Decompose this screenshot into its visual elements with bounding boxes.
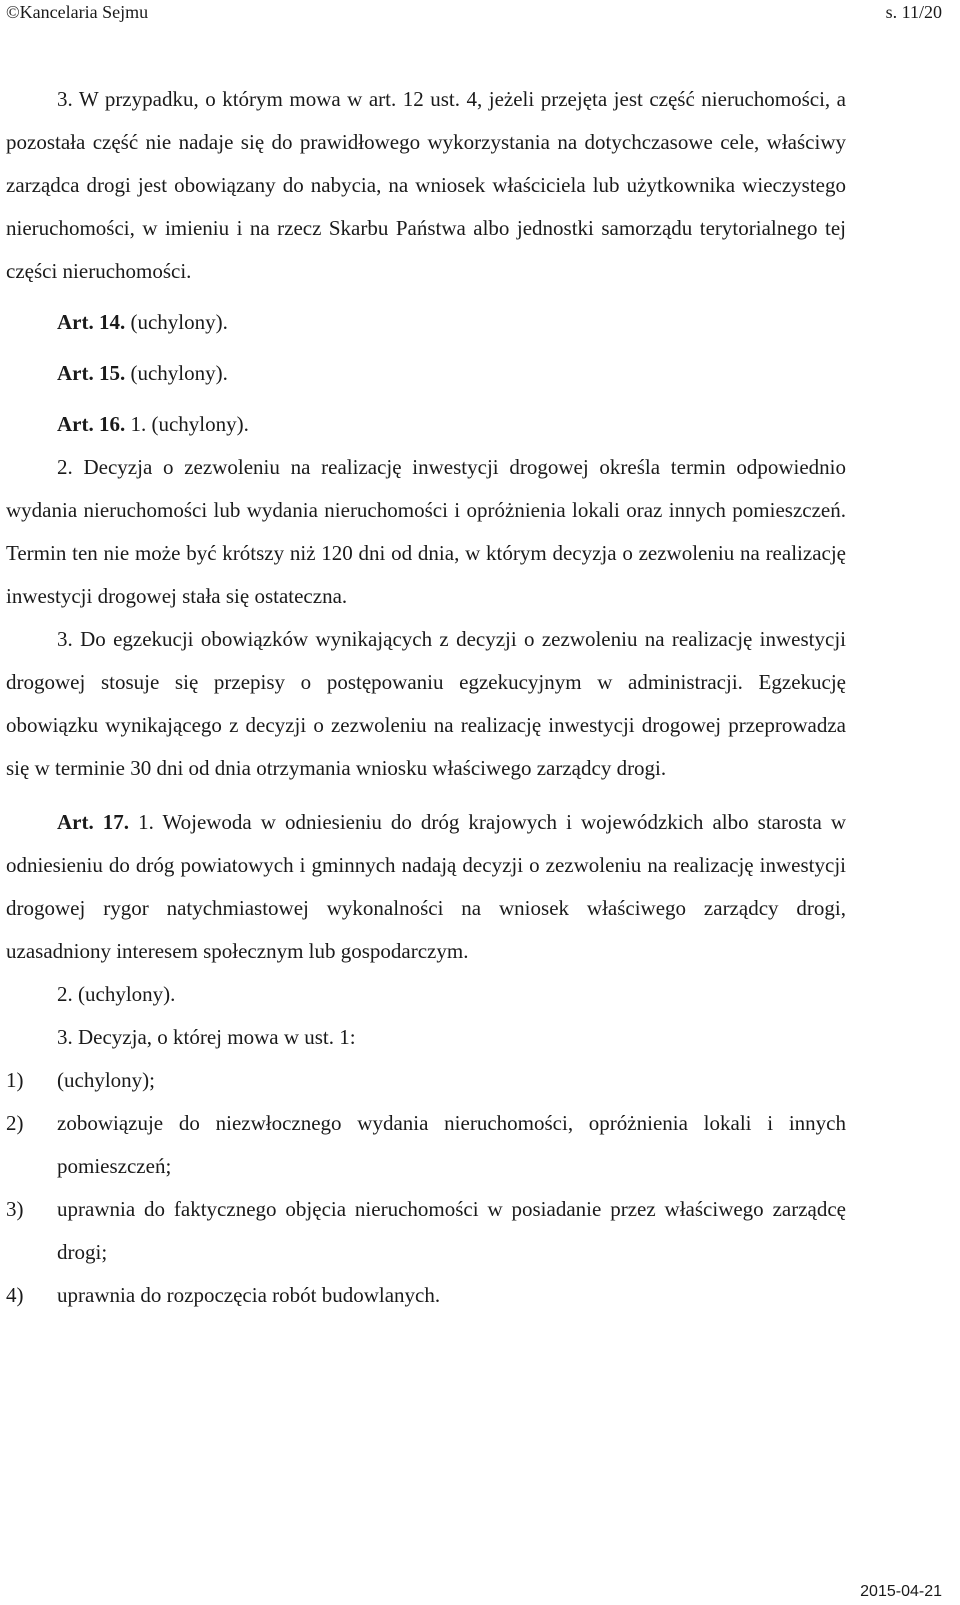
list-item	[6, 1188, 846, 1274]
article-15-text: (uchylony).	[125, 361, 228, 385]
list-item	[6, 1059, 846, 1102]
article-17-ust2: 2. (uchylony).	[57, 982, 176, 1006]
list-item-number: 1)	[6, 1068, 24, 1092]
article-16-ust2: 2. Decyzja o zezwoleniu na realizację inwestycji drogowej określa termin odpowiednio wydania nieruchomości lub wydania nieruchomości i opróżnienia lokali oraz innych pomieszczeń. Termin ten nie może być krótszy niż 120 dni od dnia, w którym decyzja o zezwoleniu na realizację inwestycji drogowej stała się ostateczna.	[6, 455, 846, 608]
article-17-ust3: 3. Decyzja, o której mowa w ust. 1:	[57, 1025, 356, 1049]
article-17-text: 1. Wojewoda w odniesieniu do dróg krajowych i wojewódzkich albo starosta w odniesieniu do dróg powiatowych i gminnych nadają decyzji o zezwoleniu na realizację inwestycji drogowej rygor natychmiastowej wykonalności na wniosek właściwego zarządcy drogi, uzasadniony interesem społecznym lub gospodarczym.	[6, 810, 847, 963]
list-item-number: 3)	[6, 1197, 24, 1221]
paragraph-art13-ust3: 3. W przypadku, o którym mowa w art. 12 ust. 4, jeżeli przejęta jest część nieruchomości, a pozostała część nie nadaje się do prawidłowego wykorzystania na dotychczasowe cele, właściwy zarządca drogi jest obowiązany do nabycia, na wniosek właściciela lub użytkownika wieczystego nieruchomości, w imieniu i na rzecz Skarbu Państwa albo jednostki samorządu terytorialnego tej części nieruchomości.	[6, 87, 846, 283]
article-16-label: Art. 16.	[57, 412, 126, 436]
list-item-text: (uchylony);	[57, 1068, 155, 1092]
article-15	[6, 352, 846, 395]
article-17-label: Art. 17.	[57, 810, 130, 834]
page-header	[6, 2, 942, 28]
copyright-label: ©Kancelaria Sejmu	[6, 2, 149, 22]
list-item-number: 2)	[6, 1111, 24, 1135]
article-17	[6, 801, 846, 973]
footer-date: 2015-04-21	[860, 1583, 942, 1600]
list-item	[6, 1274, 846, 1317]
list-item	[6, 1102, 846, 1188]
article-14-label: Art. 14.	[57, 310, 126, 334]
page-number: s. 11/20	[885, 2, 942, 22]
article-15-label: Art. 15.	[57, 361, 126, 385]
article-16	[6, 403, 846, 446]
list-item-text: zobowiązuje do niezwłocznego wydania nieruchomości, opróżnienia lokali i innych pomieszczeń;	[57, 1111, 846, 1178]
article-16-text: 1. (uchylony).	[125, 412, 249, 436]
article-16-ust3: 3. Do egzekucji obowiązków wynikających z decyzji o zezwoleniu na realizację inwestycji drogowej stosuje się przepisy o postępowaniu egzekucyjnym w administracji. Egzekucję obowiązku wynikającego z decyzji o zezwoleniu na realizację inwestycji drogowej przeprowadza się w terminie 30 dni od dnia otrzymania wniosku właściwego zarządcy drogi.	[6, 627, 846, 780]
list-item-number: 4)	[6, 1283, 24, 1307]
article-14	[6, 301, 846, 344]
article-14-text: (uchylony).	[125, 310, 228, 334]
list-item-text: uprawnia do rozpoczęcia robót budowlanych.	[57, 1283, 441, 1307]
document-body	[6, 78, 846, 1317]
list-item-text: uprawnia do faktycznego objęcia nieruchomości w posiadanie przez właściwego zarządcę drogi;	[57, 1197, 846, 1264]
